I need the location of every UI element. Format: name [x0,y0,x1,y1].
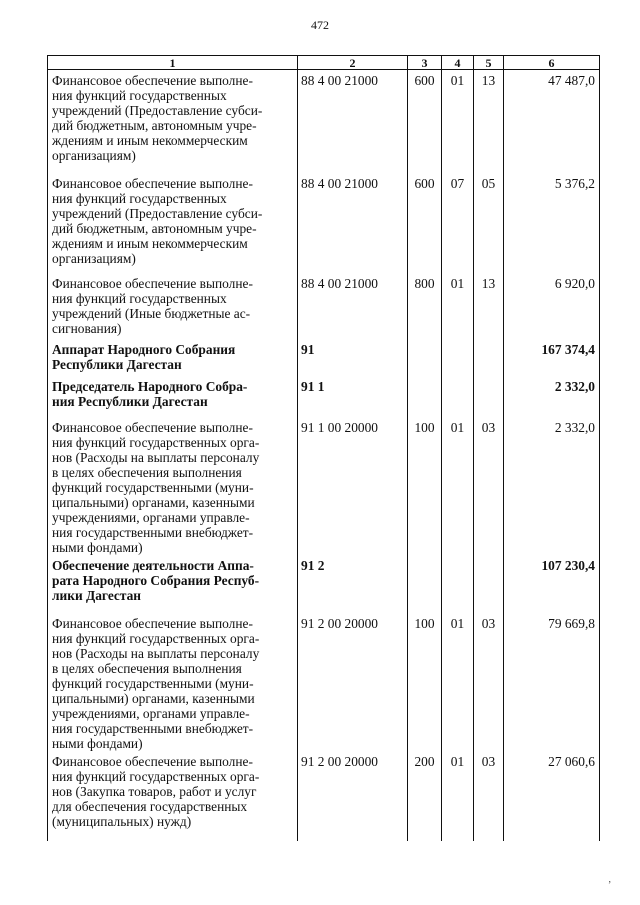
row-description [48,613,298,751]
column-header-5: 5 [474,56,504,70]
table-row [48,273,600,339]
description-line: Республики Дагестан [52,356,182,372]
row-section [442,555,474,613]
page-number: 472 [311,18,329,32]
description-line: Финансовое обеспечение выполне- [52,175,253,191]
table-row [48,70,600,173]
description-line: Финансовое обеспечение выполне- [52,753,253,769]
row-code: 91 2 [298,555,408,613]
description-line: учреждениями, органами управле- [52,509,250,525]
row-subsection: 05 [474,173,504,273]
row-section [442,339,474,376]
row-expense-type: 600 [408,173,442,273]
row-amount: 107 230,4 [504,555,600,613]
row-section: 01 [442,751,474,841]
description-line: функций государственными (муни- [52,675,254,691]
row-amount: 2 332,0 [504,417,600,555]
row-description [48,273,298,339]
description-line: ния функций государственных [52,290,227,306]
table-row [48,555,600,613]
description-line: учреждений (Иные бюджетные ас- [52,305,251,321]
row-expense-type [408,376,442,417]
row-expense-type: 100 [408,417,442,555]
table-row [48,376,600,417]
row-code: 88 4 00 21000 [298,173,408,273]
row-description [48,376,298,417]
table-body [48,70,600,841]
description-line: для обеспечения государственных [52,798,248,814]
description-line: сигнования) [52,320,122,336]
description-line: учреждениями, органами управле- [52,705,250,721]
row-amount: 6 920,0 [504,273,600,339]
description-line: дий бюджетным, автономным учре- [52,118,257,133]
table-row [48,173,600,273]
row-description [48,70,298,173]
description-line: ния функций государственных [52,190,227,206]
description-line: (муниципальных) нужд) [52,813,192,829]
row-description [48,173,298,273]
table-row [48,339,600,376]
row-code: 91 1 [298,376,408,417]
description-line: ждениям и иным некоммерческим [52,235,248,251]
description-line: учреждений (Предоставление субси- [52,205,263,221]
description-line: рата Народного Собрания Респуб- [52,572,260,588]
scan-mark: ʼ [608,880,612,891]
description-line: Финансовое обеспечение выполне- [52,275,253,291]
description-line: лики Дагестан [52,587,142,603]
table-header-row [48,56,600,70]
description-line: ния функций государственных орга- [52,630,260,646]
row-code: 91 [298,339,408,376]
row-subsection: 03 [474,417,504,555]
row-code: 91 1 00 20000 [298,417,408,555]
row-subsection: 03 [474,613,504,751]
description-line: организациям) [52,250,136,266]
row-section: 01 [442,417,474,555]
description-line: в целях обеспечения выполнения [52,464,242,480]
description-line: ципальными) органами, казенными [52,690,255,706]
row-amount: 167 374,4 [504,339,600,376]
description-line: ния Республики Дагестан [52,393,208,409]
table-row [48,417,600,555]
row-description [48,751,298,841]
description-line: функций государственными (муни- [52,479,254,495]
row-description [48,417,298,555]
description-line: Финансовое обеспечение выполне- [52,419,253,435]
row-description [48,555,298,613]
row-code: 91 2 00 20000 [298,751,408,841]
row-amount: 5 376,2 [504,173,600,273]
row-section: 01 [442,273,474,339]
row-description [48,339,298,376]
description-line: ния функций государственных орга- [52,434,260,450]
description-line: ния функций государственных орга- [52,768,260,784]
row-code: 88 4 00 21000 [298,273,408,339]
row-expense-type: 800 [408,273,442,339]
description-line: Аппарат Народного Собрания [52,341,236,357]
description-line: Финансовое обеспечение выполне- [52,615,253,631]
row-amount: 47 487,0 [504,70,600,173]
column-header-1: 1 [48,56,298,70]
row-subsection: 13 [474,70,504,173]
description-line: ными фондами) [52,539,143,555]
row-subsection [474,339,504,376]
row-section: 07 [442,173,474,273]
description-line: нов (Расходы на выплаты персоналу [52,449,260,465]
row-subsection [474,376,504,417]
row-section: 01 [442,613,474,751]
row-amount: 2 332,0 [504,376,600,417]
row-expense-type [408,339,442,376]
description-line: Председатель Народного Собра- [52,378,248,394]
row-subsection: 13 [474,273,504,339]
column-header-6: 6 [504,56,600,70]
row-expense-type: 600 [408,70,442,173]
description-line: нов (Расходы на выплаты персоналу [52,645,260,661]
table-row [48,613,600,751]
description-line: ния функций государственных [52,88,227,103]
table-row [48,751,600,841]
description-line: в целях обеспечения выполнения [52,660,242,676]
row-subsection: 03 [474,751,504,841]
row-amount: 79 669,8 [504,613,600,751]
row-expense-type [408,555,442,613]
description-line: учреждений (Предоставление субси- [52,103,263,118]
row-amount: 27 060,6 [504,751,600,841]
column-header-3: 3 [408,56,442,70]
description-line: ципальными) органами, казенными [52,494,255,510]
description-line: Финансовое обеспечение выполне- [52,73,253,88]
row-section: 01 [442,70,474,173]
column-header-4: 4 [442,56,474,70]
row-code: 91 2 00 20000 [298,613,408,751]
budget-table [47,55,600,841]
row-code: 88 4 00 21000 [298,70,408,173]
row-expense-type: 100 [408,613,442,751]
row-subsection [474,555,504,613]
row-expense-type: 200 [408,751,442,841]
description-line: организациям) [52,148,136,163]
description-line: ными фондами) [52,735,143,751]
description-line: дий бюджетным, автономным учре- [52,220,257,236]
row-section [442,376,474,417]
column-header-2: 2 [298,56,408,70]
description-line: ждениям и иным некоммерческим [52,133,248,148]
description-line: ния государственными внебюджет- [52,524,254,540]
description-line: нов (Закупка товаров, работ и услуг [52,783,257,799]
description-line: ния государственными внебюджет- [52,720,254,736]
description-line: Обеспечение деятельности Аппа- [52,557,254,573]
